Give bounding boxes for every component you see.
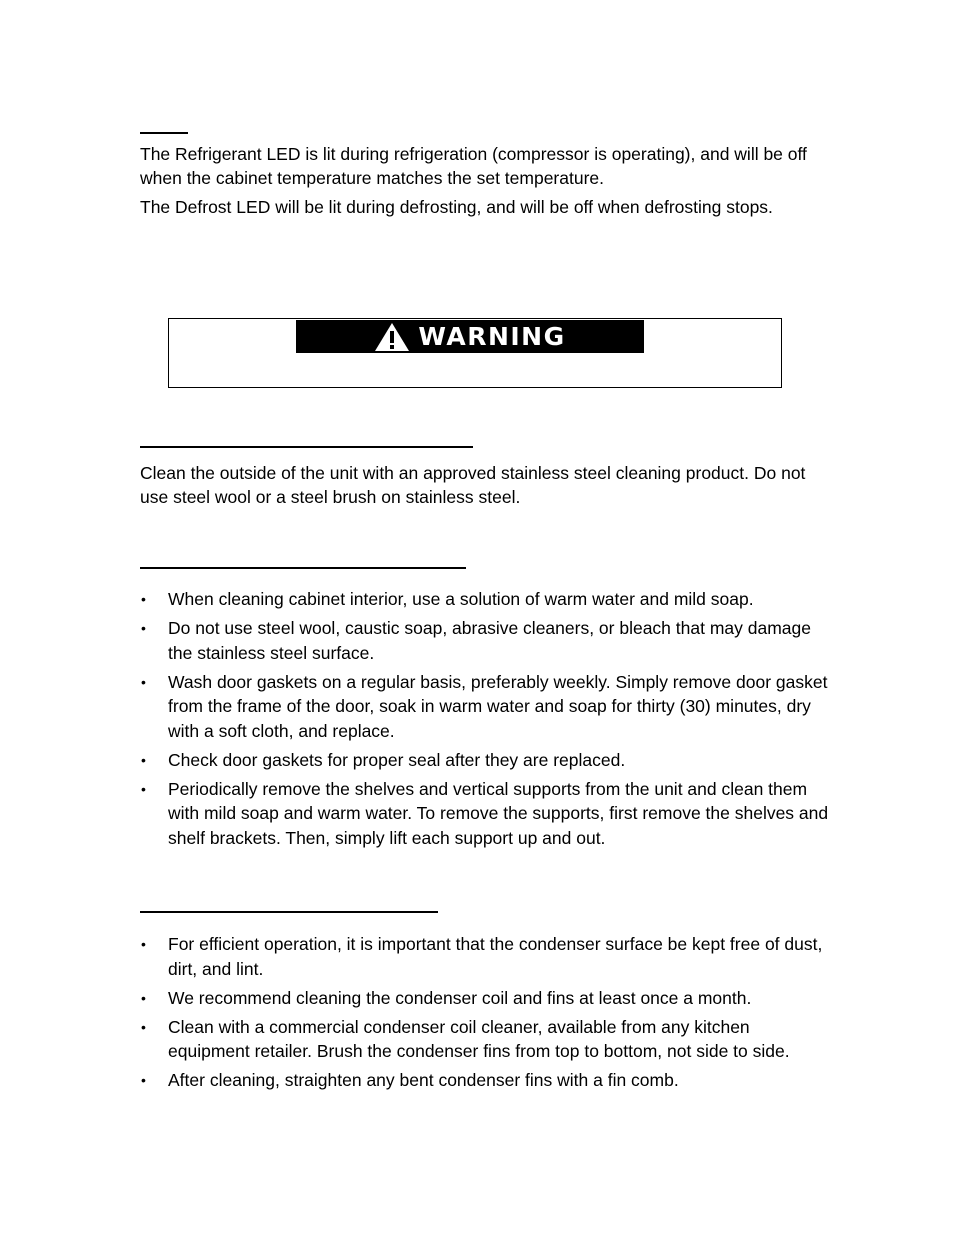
bullet-icon: • (141, 673, 146, 690)
list-item (140, 587, 830, 612)
list-item-text: We recommend cleaning the condenser coil and fins at least once a month. (168, 987, 752, 1008)
list-item-text: After cleaning, straighten any bent condenser fins with a fin comb. (168, 1070, 679, 1090)
list-item (140, 1068, 830, 1093)
list-item (140, 777, 830, 851)
list-item (140, 616, 830, 665)
bullet-icon: • (141, 620, 146, 636)
warning-banner (296, 320, 644, 353)
defrost-led-paragraph: The Defrost LED will be lit during defrosting, and will be off when defrosting stops. (140, 197, 773, 217)
bullet-icon: • (141, 591, 146, 607)
warning-label: WARNING (418, 322, 566, 351)
list-item (140, 986, 830, 1011)
list-item-text: For efficient operation, it is important that the condenser surface be kept free of dust, dirt, and lint. (168, 934, 823, 979)
bullet-icon: • (141, 1018, 146, 1035)
bullet-icon: • (141, 989, 146, 1006)
list-item (140, 1015, 830, 1064)
condenser-heading-rule (140, 911, 438, 913)
list-item (140, 670, 830, 744)
interior-cleaning-list (140, 587, 830, 855)
list-item-text: Clean with a commercial condenser coil cleaner, available from any kitchen equipment retailer. Brush the condenser fins from top to bottom, not side to side. (168, 1016, 790, 1061)
list-item-text: Periodically remove the shelves and vertical supports from the unit and clean them with mild soap and warm water. To remove the supports, first remove the shelves and shelf brackets. Then, simply lift each support up and out. (168, 778, 829, 848)
exterior-heading-rule (140, 446, 473, 448)
exterior-cleaning-paragraph: Clean the outside of the unit with an approved stainless steel cleaning product. Do not use steel wool or a steel brush on stainless steel. (140, 463, 806, 507)
bullet-icon: • (141, 1072, 146, 1088)
warning-triangle-icon (374, 322, 410, 352)
warning-box (168, 318, 782, 388)
list-item (140, 748, 830, 773)
list-item-text: Do not use steel wool, caustic soap, abrasive cleaners, or bleach that may damage the stainless steel surface. (168, 618, 811, 663)
list-item-text: When cleaning cabinet interior, use a solution of warm water and mild soap. (168, 589, 754, 609)
led-heading-rule (140, 132, 188, 134)
bullet-icon: • (141, 751, 146, 768)
list-item-text: Wash door gaskets on a regular basis, preferably weekly. Simply remove door gasket from the frame of the door, soak in warm water and soap for thirty (30) minutes, dry with a soft cloth, and replace. (168, 671, 828, 741)
condenser-cleaning-list (140, 932, 830, 1097)
bullet-icon: • (141, 936, 146, 952)
interior-heading-rule (140, 567, 466, 569)
bullet-icon: • (141, 780, 146, 797)
list-item (140, 932, 830, 981)
list-item-text: Check door gaskets for proper seal after they are replaced. (168, 749, 626, 770)
refrigerant-led-paragraph: The Refrigerant LED is lit during refrigeration (compressor is operating), and will be off when the cabinet temperature matches the set temperature. (140, 144, 807, 188)
